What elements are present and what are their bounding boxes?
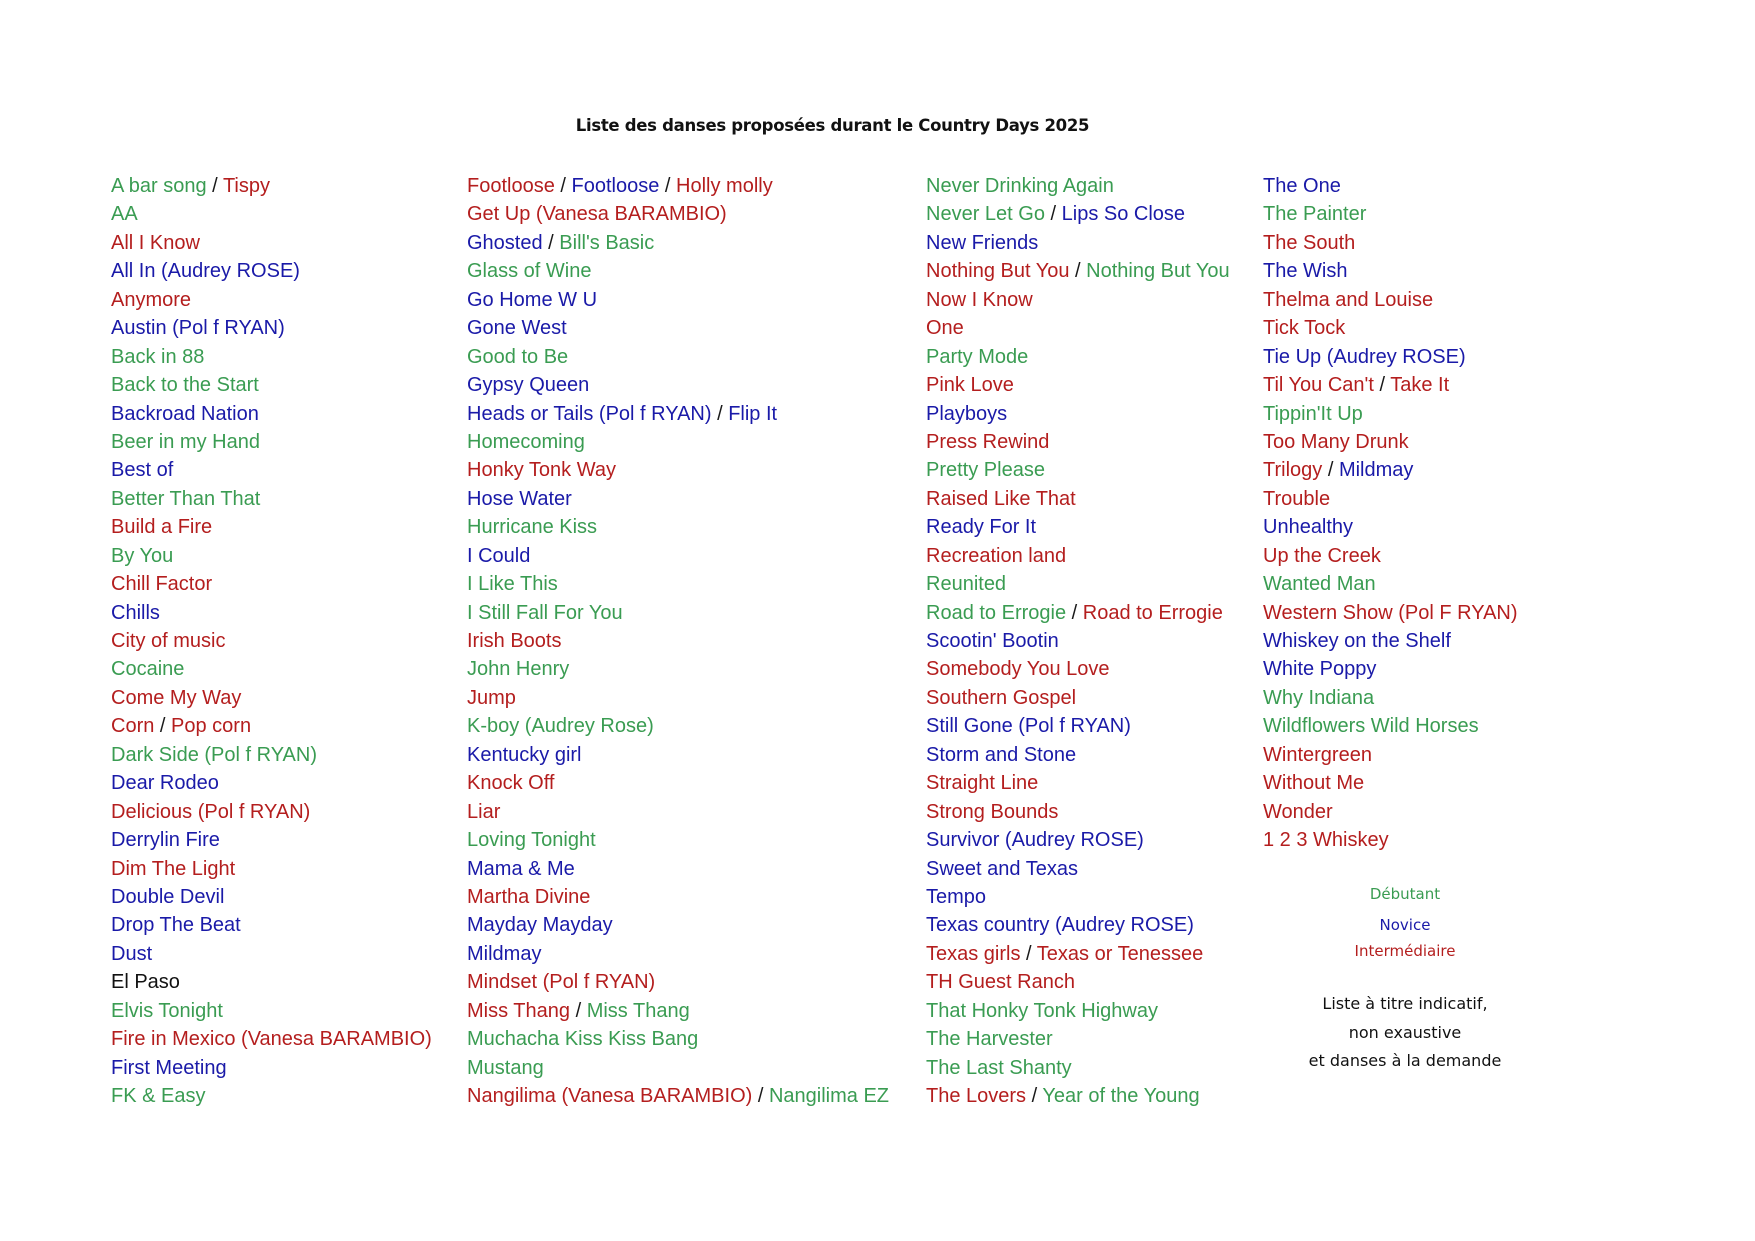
dance-name: Southern Gospel <box>926 686 1077 709</box>
dance-name: Double Devil <box>111 885 225 908</box>
dance-name: Road to Errogie <box>1082 601 1223 624</box>
dance-entry <box>111 400 432 428</box>
dance-name: City of music <box>111 630 226 652</box>
dance-entry <box>467 712 889 740</box>
dance-name: Austin (Pol f RYAN) <box>111 317 285 340</box>
dance-name: Wintergreen <box>1263 743 1372 766</box>
dance-name: Unhealthy <box>1263 516 1354 539</box>
dance-entry <box>111 712 432 740</box>
dance-name: Fire in Mexico (Vanesa BARAMBIO) <box>111 1028 432 1051</box>
dance-name: Build a Fire <box>111 516 213 539</box>
dance-name: Western Show (Pol F RYAN) <box>1263 601 1518 624</box>
dance-name: FK & Easy <box>111 1085 206 1107</box>
dance-name: Party Mode <box>926 345 1029 368</box>
dance-entry <box>1263 684 1518 712</box>
dance-name: Recreation land <box>926 544 1067 567</box>
dance-entry <box>926 940 1230 968</box>
dance-entry <box>1263 655 1518 683</box>
dance-entry <box>111 456 432 484</box>
dance-name: Now I Know <box>926 288 1033 311</box>
dance-entry <box>926 1025 1230 1053</box>
dance-name: Never Let Go <box>926 203 1045 226</box>
dance-entry <box>111 172 432 200</box>
dance-name: Gone West <box>467 317 567 340</box>
dance-entry <box>467 684 889 712</box>
dance-entry <box>1263 570 1518 598</box>
dance-name: Without Me <box>1263 772 1365 795</box>
dance-name: Sweet and Texas <box>926 857 1078 880</box>
dance-entry <box>1263 257 1518 285</box>
dance-name: Trilogy <box>1263 459 1323 482</box>
dance-name: Wildflowers Wild Horses <box>1263 715 1479 738</box>
dance-entry <box>467 1054 889 1082</box>
dance-name: Holly molly <box>676 175 773 197</box>
dance-entry <box>926 627 1230 655</box>
dance-name: El Paso <box>111 971 180 994</box>
note-line-3: et danses à la demande <box>1308 1051 1502 1070</box>
dance-separator: / <box>542 231 560 254</box>
dance-name: Mayday Mayday <box>467 914 613 937</box>
dance-name: Homecoming <box>467 430 585 453</box>
dance-entry <box>1263 229 1518 257</box>
dance-name: I Like This <box>467 573 558 596</box>
dance-entry <box>926 997 1230 1025</box>
dance-entry <box>926 599 1230 627</box>
dance-separator: / <box>1322 459 1339 482</box>
dance-name: Honky Tonk Way <box>467 459 616 482</box>
dance-name: Texas country (Audrey ROSE) <box>926 914 1194 937</box>
dance-name: Miss Thang <box>586 999 690 1022</box>
page-title: Liste des danses proposées durant le Country Days 2025 <box>575 116 1090 135</box>
dance-name: Bill's Basic <box>559 231 655 254</box>
dance-separator: / <box>711 402 729 425</box>
dance-name: Get Up (Vanesa BARAMBIO) <box>467 203 727 226</box>
dance-entry <box>926 826 1230 854</box>
dance-name: Best of <box>111 459 174 482</box>
dance-name: Press Rewind <box>926 430 1050 453</box>
dance-entry <box>926 968 1230 996</box>
dance-entry <box>111 940 432 968</box>
dance-entry <box>1263 485 1518 513</box>
dance-column-3 <box>926 172 1230 1110</box>
dance-entry <box>926 712 1230 740</box>
dance-entry <box>111 485 432 513</box>
legend-beginner: Débutant <box>1369 885 1441 903</box>
dance-name: Knock Off <box>467 772 555 795</box>
dance-name: Irish Boots <box>467 630 562 652</box>
dance-entry <box>1263 400 1518 428</box>
dance-entry <box>1263 172 1518 200</box>
dance-entry <box>467 1025 889 1053</box>
dance-entry <box>926 371 1230 399</box>
dance-name: 1 2 3 Whiskey <box>1263 829 1389 852</box>
dance-name: Never Drinking Again <box>926 175 1114 197</box>
dance-name: Road to Errogie <box>926 601 1067 624</box>
dance-entry <box>111 257 432 285</box>
dance-entry <box>111 911 432 939</box>
dance-separator: / <box>1373 374 1391 397</box>
dance-entry <box>467 769 889 797</box>
dance-name: Corn <box>111 715 155 738</box>
dance-name: Dim The Light <box>111 857 236 880</box>
dance-entry <box>926 172 1230 200</box>
dance-name: Mindset (Pol f RYAN) <box>467 971 656 994</box>
dance-entry <box>1263 343 1518 371</box>
dance-entry <box>467 741 889 769</box>
dance-entry <box>111 200 432 228</box>
dance-entry <box>111 1082 432 1110</box>
dance-name: Pink Love <box>926 374 1014 397</box>
dance-name: Chill Factor <box>111 573 213 596</box>
dance-entry <box>1263 798 1518 826</box>
dance-name: Footloose <box>571 175 660 197</box>
dance-name: Texas girls <box>926 942 1021 965</box>
dance-column-1 <box>111 172 432 1110</box>
dance-name: Trouble <box>1263 487 1331 510</box>
dance-name: Texas or Tenessee <box>1036 942 1204 965</box>
dance-entry <box>926 883 1230 911</box>
dance-name: Thelma and Louise <box>1263 288 1434 311</box>
dance-separator: / <box>1026 1085 1043 1107</box>
dance-column-4 <box>1263 172 1518 855</box>
dance-entry <box>111 428 432 456</box>
dance-entry <box>926 655 1230 683</box>
dance-entry <box>926 769 1230 797</box>
dance-entry <box>467 400 889 428</box>
dance-entry <box>926 911 1230 939</box>
dance-entry <box>1263 286 1518 314</box>
dance-entry <box>111 997 432 1025</box>
dance-name: Glass of Wine <box>467 260 592 283</box>
dance-name: One <box>926 317 964 340</box>
dance-name: Mildmay <box>1338 459 1414 482</box>
dance-name: Good to Be <box>467 345 569 368</box>
dance-entry <box>1263 712 1518 740</box>
dance-entry <box>467 826 889 854</box>
dance-entry <box>1263 826 1518 854</box>
dance-entry <box>467 314 889 342</box>
dance-name: Jump <box>467 686 516 709</box>
dance-entry <box>467 968 889 996</box>
dance-entry <box>467 570 889 598</box>
dance-entry <box>926 456 1230 484</box>
dance-entry <box>926 257 1230 285</box>
dance-separator: / <box>154 715 172 738</box>
dance-name: Ghosted <box>467 231 543 254</box>
dance-name: AA <box>111 203 138 226</box>
dance-entry <box>467 627 889 655</box>
dance-entry <box>1263 627 1518 655</box>
dance-name: The Lovers <box>926 1085 1027 1107</box>
dance-name: New Friends <box>926 231 1039 254</box>
dance-name: Muchacha Kiss Kiss Bang <box>467 1028 699 1051</box>
dance-entry <box>111 798 432 826</box>
dance-entry <box>467 485 889 513</box>
dance-name: Gypsy Queen <box>467 374 590 397</box>
dance-entry <box>926 1082 1230 1110</box>
dance-entry <box>111 883 432 911</box>
dance-name: First Meeting <box>111 1056 227 1079</box>
dance-entry <box>111 968 432 996</box>
dance-entry <box>926 798 1230 826</box>
dance-name: Survivor (Audrey ROSE) <box>926 829 1144 852</box>
dance-entry <box>926 513 1230 541</box>
dance-entry <box>467 257 889 285</box>
dance-entry <box>467 229 889 257</box>
dance-entry <box>467 513 889 541</box>
dance-entry <box>926 229 1230 257</box>
dance-entry <box>467 997 889 1025</box>
dance-entry <box>926 855 1230 883</box>
legend-intermediate: Intermédiaire <box>1354 942 1456 960</box>
dance-name: Til You Can't <box>1263 374 1374 397</box>
dance-name: Nangilima (Vanesa BARAMBIO) <box>467 1085 753 1107</box>
dance-entry <box>111 314 432 342</box>
dance-name: All In (Audrey ROSE) <box>111 260 300 283</box>
dance-entry <box>1263 741 1518 769</box>
dance-name: Dust <box>111 942 153 965</box>
dance-name: TH Guest Ranch <box>926 971 1075 994</box>
dance-name: The Last Shanty <box>926 1056 1072 1079</box>
dance-entry <box>467 200 889 228</box>
dance-name: Tick Tock <box>1263 317 1346 340</box>
dance-entry <box>1263 314 1518 342</box>
dance-name: Reunited <box>926 573 1007 596</box>
dance-name: Take It <box>1390 374 1450 397</box>
dance-entry <box>1263 200 1518 228</box>
dance-separator: / <box>554 175 572 197</box>
dance-name: Strong Bounds <box>926 800 1059 823</box>
dance-name: Back in 88 <box>111 345 205 368</box>
dance-name: Year of the Young <box>1042 1085 1200 1107</box>
dance-name: Mildmay <box>467 942 542 965</box>
dance-entry <box>467 599 889 627</box>
dance-entry <box>467 798 889 826</box>
note-line-2: non exaustive <box>1348 1022 1462 1042</box>
dance-name: Come My Way <box>111 686 242 709</box>
dance-name: Loving Tonight <box>467 829 596 852</box>
dance-name: Drop The Beat <box>111 914 241 937</box>
dance-name: Lips So Close <box>1061 203 1186 226</box>
dance-separator: / <box>752 1085 769 1107</box>
dance-name: Tie Up (Audrey ROSE) <box>1263 345 1466 368</box>
dance-entry <box>926 1054 1230 1082</box>
dance-separator: / <box>206 175 223 197</box>
dance-name: Anymore <box>111 288 192 311</box>
dance-entry <box>111 570 432 598</box>
dance-entry <box>111 684 432 712</box>
dance-entry <box>1263 599 1518 627</box>
dance-entry <box>926 400 1230 428</box>
dance-name: Scootin' Bootin <box>926 630 1059 652</box>
dance-name: K-boy (Audrey Rose) <box>467 715 654 738</box>
dance-entry <box>467 1082 889 1110</box>
dance-name: Playboys <box>926 402 1008 425</box>
dance-name: Mama & Me <box>467 857 575 880</box>
dance-entry <box>467 286 889 314</box>
dance-name: Raised Like That <box>926 487 1076 510</box>
dance-name: Flip It <box>728 402 778 425</box>
dance-name: The Wish <box>1263 260 1348 283</box>
dance-separator: / <box>1044 203 1062 226</box>
dance-name: Cocaine <box>111 658 185 681</box>
dance-entry <box>1263 371 1518 399</box>
dance-entry <box>467 655 889 683</box>
dance-entry <box>926 542 1230 570</box>
dance-entry <box>1263 769 1518 797</box>
dance-entry <box>926 314 1230 342</box>
dance-entry <box>467 542 889 570</box>
dance-entry <box>926 343 1230 371</box>
dance-name: Tempo <box>926 885 987 908</box>
dance-entry <box>467 911 889 939</box>
dance-entry <box>111 655 432 683</box>
dance-name: Better Than That <box>111 487 261 510</box>
dance-entry <box>111 741 432 769</box>
dance-name: John Henry <box>467 658 570 681</box>
dance-name: The One <box>1263 175 1341 197</box>
dance-name: Footloose <box>467 175 555 197</box>
dance-entry <box>467 456 889 484</box>
dance-name: Storm and Stone <box>926 743 1077 766</box>
dance-name: Back to the Start <box>111 374 259 397</box>
dance-separator: / <box>1020 942 1037 965</box>
dance-entry <box>111 769 432 797</box>
dance-name: Why Indiana <box>1263 686 1375 709</box>
dance-entry <box>467 172 889 200</box>
dance-name: Wanted Man <box>1263 573 1376 596</box>
dance-entry <box>111 542 432 570</box>
dance-entry <box>467 343 889 371</box>
dance-entry <box>111 371 432 399</box>
dance-entry <box>926 570 1230 598</box>
dance-entry <box>1263 513 1518 541</box>
dance-name: Kentucky girl <box>467 743 582 766</box>
dance-entry <box>111 343 432 371</box>
dance-name: Still Gone (Pol f RYAN) <box>926 715 1131 738</box>
dance-entry <box>1263 456 1518 484</box>
dance-separator: / <box>1069 260 1087 283</box>
dance-entry <box>467 428 889 456</box>
dance-name: The South <box>1263 231 1356 254</box>
dance-separator: / <box>659 175 677 197</box>
dance-name: Pretty Please <box>926 459 1045 482</box>
dance-entry <box>111 286 432 314</box>
dance-name: Pop corn <box>171 715 252 738</box>
dance-name: Derrylin Fire <box>111 829 220 852</box>
disclaimer-note <box>1260 990 1550 1076</box>
dance-entry <box>467 883 889 911</box>
dance-name: Tippin'It Up <box>1263 402 1363 425</box>
dance-name: By You <box>111 544 174 567</box>
dance-name: The Painter <box>1263 203 1367 226</box>
dance-separator: / <box>570 999 587 1022</box>
dance-entry <box>926 200 1230 228</box>
dance-name: That Honky Tonk Highway <box>926 999 1158 1022</box>
dance-name: Backroad Nation <box>111 402 259 425</box>
dance-entry <box>1263 542 1518 570</box>
dance-entry <box>111 513 432 541</box>
dance-name: Beer in my Hand <box>111 430 260 453</box>
dance-entry <box>926 286 1230 314</box>
dance-name: Nothing But You <box>1086 260 1230 283</box>
dance-name: Mustang <box>467 1056 544 1079</box>
dance-name: White Poppy <box>1263 658 1377 681</box>
dance-name: Liar <box>467 800 501 823</box>
dance-name: Hurricane Kiss <box>467 516 598 539</box>
dance-entry <box>1263 428 1518 456</box>
legend-novice: Novice <box>1379 916 1431 934</box>
dance-name: A bar song <box>111 175 207 197</box>
dance-name: I Could <box>467 544 531 567</box>
dance-entry <box>111 826 432 854</box>
dance-entry <box>111 1025 432 1053</box>
dance-name: Nothing But You <box>926 260 1070 283</box>
dance-name: I Still Fall For You <box>467 601 623 624</box>
dance-name: Miss Thang <box>467 999 571 1022</box>
dance-name: Wonder <box>1263 800 1333 823</box>
dance-name: Elvis Tonight <box>111 999 223 1022</box>
dance-entry <box>926 741 1230 769</box>
dance-name: Martha Divine <box>467 885 591 908</box>
dance-name: Straight Line <box>926 772 1039 795</box>
dance-name: Whiskey on the Shelf <box>1263 630 1451 652</box>
dance-entry <box>467 940 889 968</box>
note-line-1: Liste à titre indicatif, <box>1322 994 1488 1013</box>
dance-name: Nangilima EZ <box>768 1085 890 1107</box>
dance-column-2 <box>467 172 889 1110</box>
dance-name: Somebody You Love <box>926 658 1110 681</box>
dance-name: Too Many Drunk <box>1263 430 1409 453</box>
dance-name: The Harvester <box>926 1028 1053 1051</box>
dance-name: Heads or Tails (Pol f RYAN) <box>467 402 712 425</box>
dance-entry <box>467 371 889 399</box>
dance-name: Go Home W U <box>467 288 598 311</box>
dance-name: Chills <box>111 601 160 624</box>
dance-entry <box>926 485 1230 513</box>
dance-name: Delicious (Pol f RYAN) <box>111 800 311 823</box>
dance-entry <box>111 1054 432 1082</box>
dance-entry <box>111 599 432 627</box>
dance-name: Dear Rodeo <box>111 772 219 795</box>
dance-name: Up the Creek <box>1263 544 1381 567</box>
dance-name: All I Know <box>111 231 200 254</box>
dance-name: Dark Side (Pol f RYAN) <box>111 743 317 766</box>
dance-name: Hose Water <box>467 487 572 510</box>
dance-name: Tispy <box>222 175 270 197</box>
dance-entry <box>926 684 1230 712</box>
dance-entry <box>111 627 432 655</box>
dance-entry <box>111 855 432 883</box>
dance-separator: / <box>1066 601 1083 624</box>
dance-entry <box>926 428 1230 456</box>
dance-entry <box>467 855 889 883</box>
dance-entry <box>111 229 432 257</box>
dance-name: Ready For It <box>926 516 1037 539</box>
